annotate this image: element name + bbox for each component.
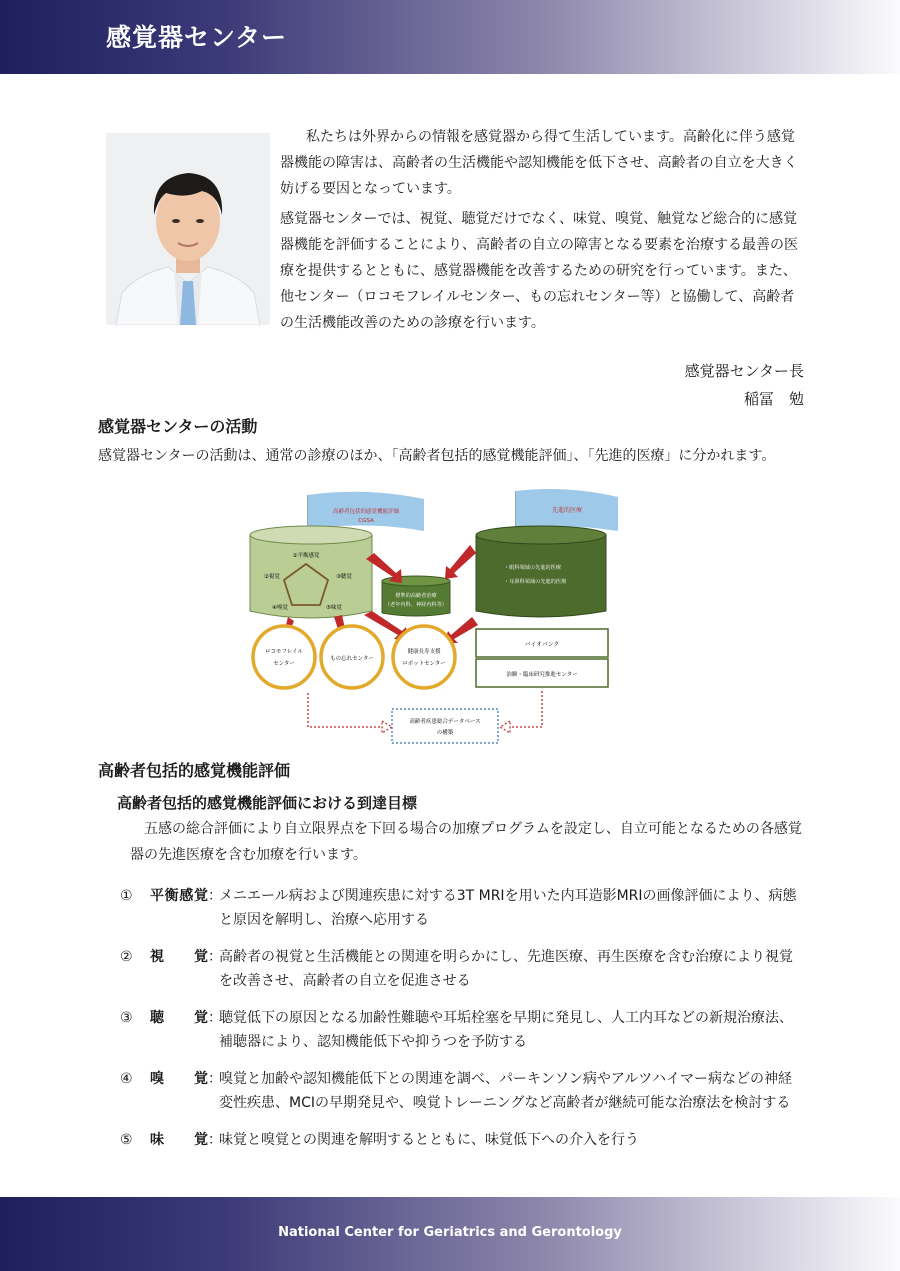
item-text: 味覚と嗅覚との関連を解明するとともに、味覚低下への介入を行う	[219, 1132, 639, 1148]
pentagon-label-3: ③聴覚	[336, 574, 352, 580]
footer-text: National Center for Geriatrics and Gerontology	[278, 1225, 622, 1240]
advanced-line1: ・眼科領域の先進的医療	[504, 565, 562, 571]
item-label: 聴覚	[150, 1010, 208, 1026]
item-text: メニエール病および関連疾患に対する3T MRIを用いた内耳造影MRIの画像評価により、病態と原因を解明し、治療へ応用する	[219, 888, 797, 928]
clinical-label: 治験・臨床研究推進センター	[506, 672, 578, 678]
flag-left-sub: CGSA	[358, 518, 374, 524]
activities-heading: 感覚器センターの活動	[98, 417, 258, 436]
item-text: 嗅覚と加齢や認知機能低下との関連を調べ、パーキンソン病やアルツハイマー病などの神経変性疾患、MCIの早期発見や、嗅覚トレーニングなど高齢者が継続可能な治療法を検討する	[219, 1071, 793, 1111]
item-number: ③	[120, 1010, 133, 1026]
item-label: 視覚	[150, 949, 208, 965]
standard-treatment-box	[382, 576, 450, 616]
advanced-cylinder	[476, 526, 606, 617]
director-portrait	[106, 133, 270, 325]
portrait-image	[106, 133, 270, 325]
cgsa-cylinder	[250, 526, 372, 618]
flag-right	[516, 489, 618, 531]
flag-left-text: 高齢者包括的感覚機能評価	[332, 509, 400, 515]
center-circles	[253, 626, 455, 688]
intro-paragraph-2: 感覚器センターでは、視覚、聴覚だけでなく、味覚、嗅覚、触覚など総合的に感覚器機能を評価することにより、高齢者の自立の障害となる要素を治療する最善の医療を提供するとともに、感覚器機能を改善するための研究を行っています。また、他センター（ロコモフレイルセンター、もの忘れセンター等）と協働して、高齢者の生活機能改善のための診療を行います。	[280, 211, 798, 331]
signature-role: 感覚器センター長	[684, 362, 804, 380]
item-text: 高齢者の視覚と生活機能との関連を明らかにし、先進医療、再生医療を含む治療により視覚を改善させ、高齢者の自立を促進させる	[219, 949, 793, 989]
pentagon-label-2: ②視覚	[264, 574, 280, 580]
center-box-line2: （老年内科、神経内科等）	[384, 602, 448, 608]
circle-3-line1: 健康長寿支援	[407, 649, 441, 655]
flag-right-text: 先進的医療	[551, 507, 583, 514]
circle-2-label: もの忘れセンター	[330, 656, 374, 662]
item-label: 味覚	[150, 1132, 208, 1148]
database-line2: の構築	[436, 730, 454, 736]
database-line1: 高齢者疾患総合データベース	[409, 719, 481, 725]
item-number: ⑤	[120, 1132, 133, 1148]
research-boxes	[476, 629, 608, 687]
item-text: 聴覚低下の原因となる加齢性難聴や耳垢栓塞を早期に発見し、人工内耳などの新規治療法、補聴器により、認知機能低下や抑うつを予防する	[219, 1010, 793, 1050]
signature-name: 稲冨 勉	[743, 390, 804, 408]
item-number: ②	[120, 949, 133, 965]
biobank-label: バイオバンク	[524, 642, 560, 648]
cgsa-goal: 五感の総合評価により自立限界点を下回る場合の加療プログラムを設定し、自立可能となるための各感覚器の先進医療を含む加療を行います。	[130, 821, 802, 863]
circle-3-line2: ロボットセンター	[402, 661, 446, 667]
intro-text	[280, 124, 806, 336]
activities-text: 感覚器センターの活動は、通常の診療のほか、「高齢者包括的感覚機能評価」、「先進的医療」に分かれます。	[98, 448, 776, 464]
center-box-line1: 標準的高齢者治療	[395, 593, 437, 599]
cgsa-subheading: 高齢者包括的感覚機能評価における到達目標	[117, 794, 418, 812]
item-number: ④	[120, 1071, 133, 1087]
header-banner	[0, 0, 900, 74]
cgsa-heading: 高齢者包括的感覚機能評価	[98, 761, 291, 780]
pentagon-label-5: ⑤味覚	[326, 605, 342, 611]
circle-1-line2: センター	[273, 661, 295, 667]
item-label: 嗅覚	[150, 1071, 208, 1087]
footer-banner	[0, 1197, 900, 1271]
circle-1-line1: ロコモフレイル	[264, 649, 304, 655]
flag-left	[308, 492, 424, 531]
item-number: ①	[120, 888, 133, 904]
item-label: 平衡感覚	[150, 888, 208, 904]
activities-diagram	[246, 487, 622, 745]
pentagon-label-1: ①平衡感覚	[292, 553, 320, 559]
advanced-line2: ・耳鼻科領域の先進的医療	[504, 579, 567, 585]
database-connectors	[308, 691, 542, 743]
intro-paragraph-1: 私たちは外界からの情報を感覚器から得て生活しています。高齢化に伴う感覚器機能の障害は、高齢者の生活機能や認知機能を低下させ、高齢者の自立を大きく妨げる要因となっています。	[280, 129, 798, 197]
pentagon-label-4: ④嗅覚	[272, 605, 288, 611]
page-title: 感覚器センター	[106, 23, 288, 52]
